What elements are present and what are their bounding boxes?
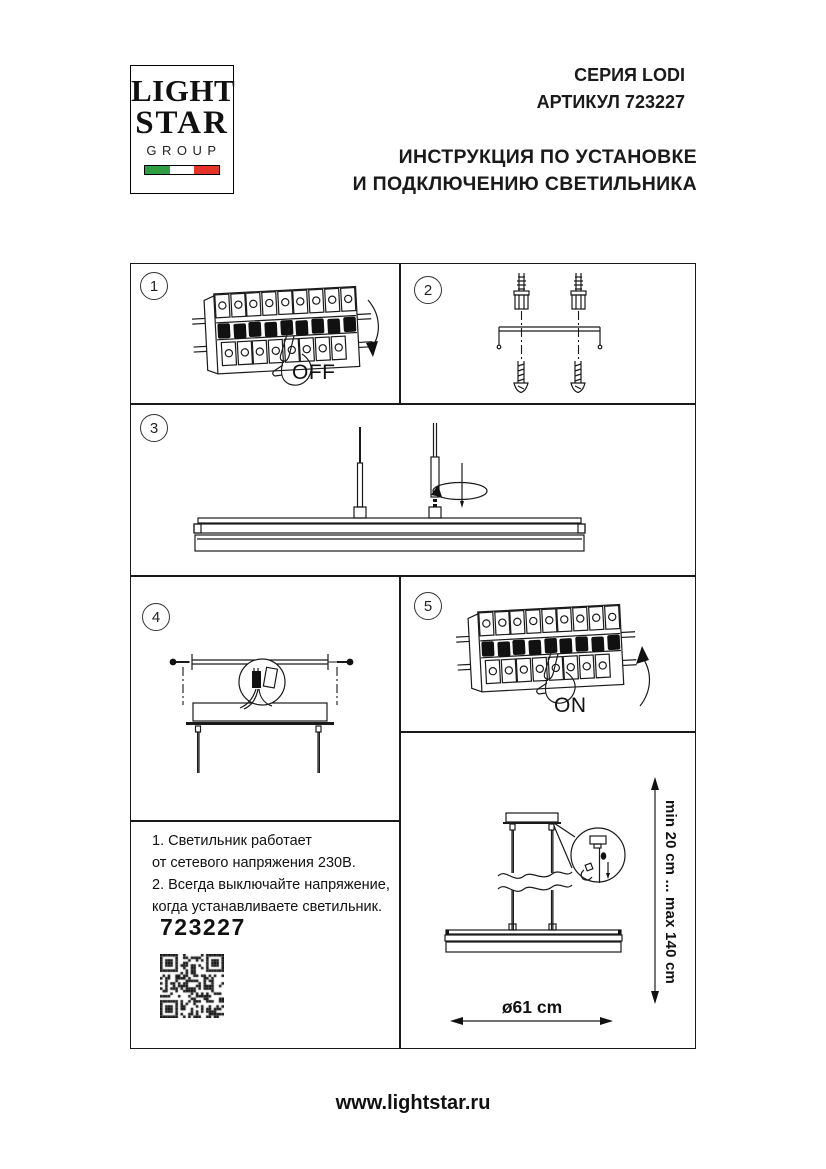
lamp-bar-icon xyxy=(445,924,622,952)
off-label: OFF xyxy=(292,361,336,384)
logo-word-light: LIGHT xyxy=(131,73,236,108)
height-dimension-arrow xyxy=(651,777,659,1004)
step-2-number: 2 xyxy=(423,281,433,299)
flag-green xyxy=(145,166,170,174)
canopy-box xyxy=(503,813,561,830)
wall-anchor-icon xyxy=(571,273,586,309)
wall-anchor-icon xyxy=(514,273,529,309)
wiring-detail-magnifier xyxy=(239,659,285,709)
note-line: когда устанавливаете светильник. xyxy=(152,899,383,915)
step-1-number: 1 xyxy=(149,277,159,295)
website-url: www.lightstar.ru xyxy=(335,1092,491,1114)
screw-icon xyxy=(514,361,528,393)
safety-notes xyxy=(152,830,398,918)
header-title-block xyxy=(353,62,697,198)
center-line xyxy=(522,311,579,361)
mounting-hardware-illustration xyxy=(402,265,695,401)
width-dimension-arrow xyxy=(450,1017,613,1025)
italian-flag-stripe xyxy=(144,165,220,175)
flag-red xyxy=(194,166,219,174)
step-4-number: 4 xyxy=(151,608,161,626)
note-line: 1. Светильник работает xyxy=(152,833,312,849)
arrow-up-icon xyxy=(640,658,649,706)
length-break-icon xyxy=(498,872,572,891)
ceiling-bracket-icon xyxy=(497,327,602,349)
lamp-bar-icon xyxy=(194,518,585,551)
grid-divider xyxy=(130,820,400,822)
suspension-cable-icon xyxy=(512,830,553,930)
lamp-suspension-illustration xyxy=(132,405,695,573)
lightstar-logo xyxy=(130,65,234,194)
qr-code xyxy=(160,954,224,1018)
arrow-up-head xyxy=(636,646,649,664)
step-5-number: 5 xyxy=(423,597,433,615)
arrow-down-icon xyxy=(368,300,378,348)
grid-divider xyxy=(399,575,401,1049)
series-label: СЕРИЯ LODI xyxy=(574,65,685,85)
suspension-cable-icon xyxy=(429,423,441,518)
suspension-cable-icon xyxy=(354,427,366,518)
flag-white xyxy=(170,166,195,174)
note-line: от сетевого напряжения 230В. xyxy=(152,855,356,871)
article-number: 723227 xyxy=(160,914,246,940)
width-label: ø61 cm xyxy=(501,997,563,1017)
instruction-title-line2: И ПОДКЛЮЧЕНИЮ СВЕТИЛЬНИКА xyxy=(352,173,697,195)
screw-icon xyxy=(337,659,353,666)
on-label: ON xyxy=(554,694,587,717)
arrow-down-head xyxy=(366,341,378,357)
instruction-title-line1: ИНСТРУКЦИЯ ПО УСТАНОВКЕ xyxy=(398,146,697,168)
step-5-badge xyxy=(414,592,442,620)
article-label: АРТИКУЛ 723227 xyxy=(536,92,685,112)
step-1-badge xyxy=(140,272,168,300)
height-range-label: min 20 cm ... max 140 cm xyxy=(662,799,679,985)
step-3-number: 3 xyxy=(149,419,159,437)
logo-word-star: STAR xyxy=(135,105,229,141)
screw-icon xyxy=(571,361,585,393)
canopy-box xyxy=(193,703,327,721)
canopy-wiring-illustration xyxy=(132,577,398,818)
suspension-cable-icon xyxy=(196,726,322,773)
logo-word-group: GROUP xyxy=(146,143,222,158)
note-line: 2. Всегда выключайте напряжение, xyxy=(152,877,390,893)
